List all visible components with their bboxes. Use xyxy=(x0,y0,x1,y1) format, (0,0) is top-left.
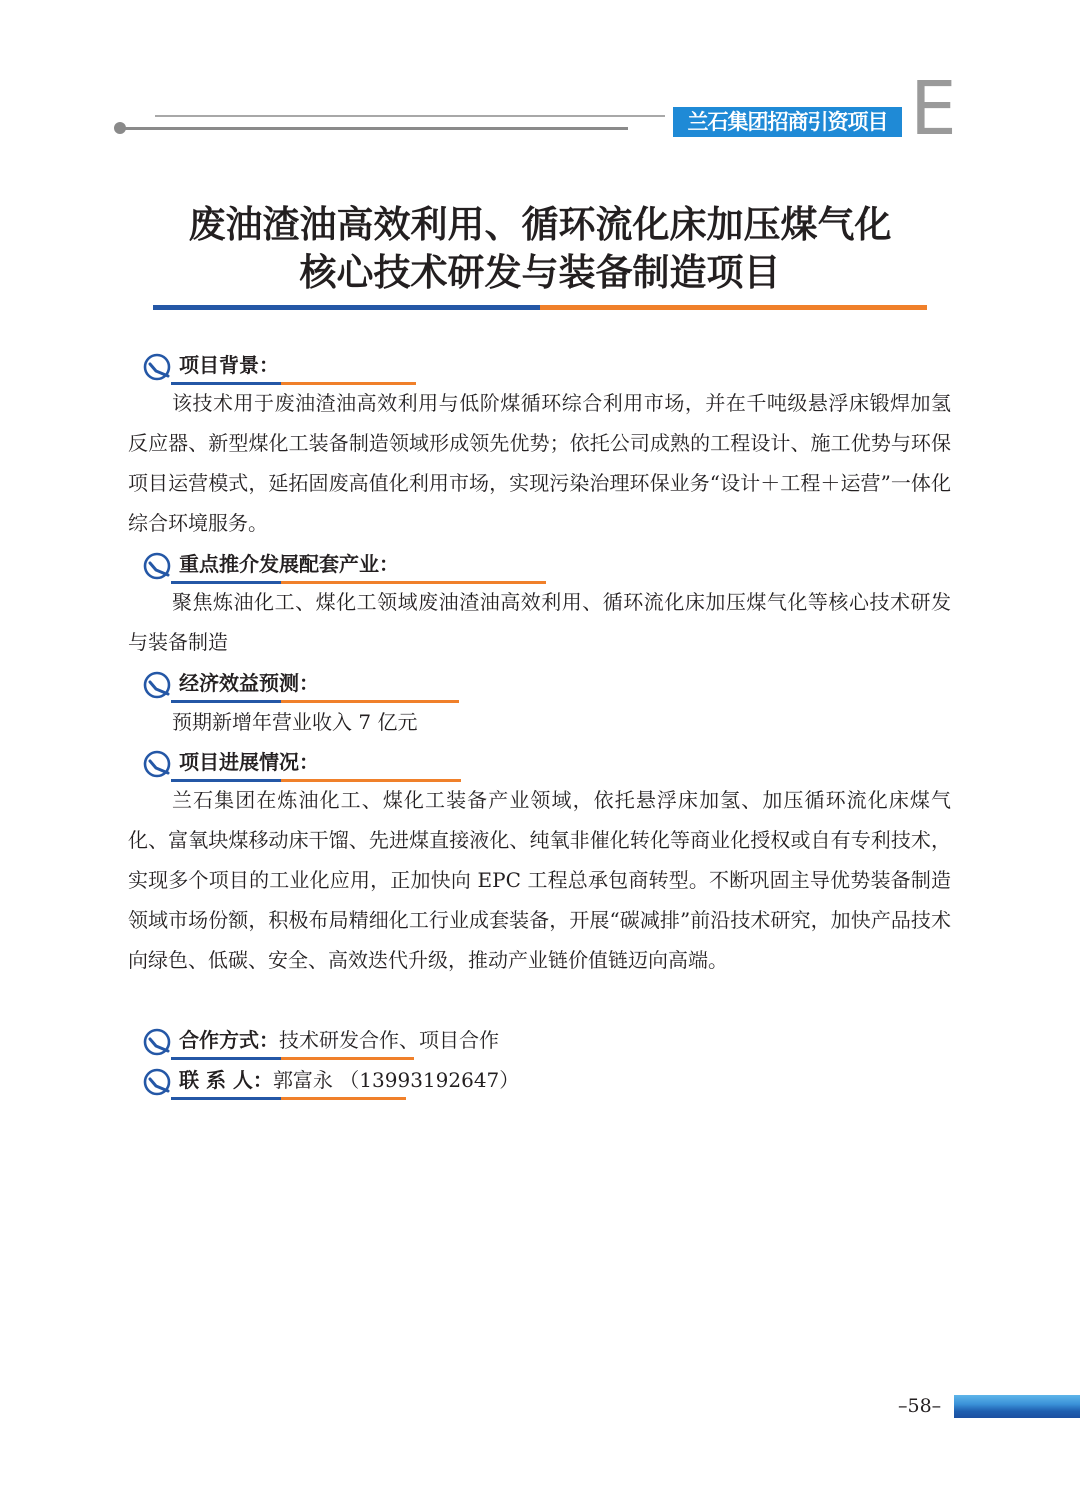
check-circle-icon xyxy=(143,551,173,581)
header-banner: 兰石集团招商引资项目 xyxy=(673,107,902,137)
check-circle-icon xyxy=(143,749,173,779)
heading-underline xyxy=(171,1097,406,1100)
section-label: 重点推介发展配套产业： xyxy=(179,552,399,576)
check-circle-icon xyxy=(143,1027,173,1057)
page-title-line-2: 核心技术研发与装备制造项目 xyxy=(299,251,781,294)
page-title-line-1: 废油渣油高效利用、循环流化床加压煤气化 xyxy=(188,203,892,246)
header-line xyxy=(120,127,628,130)
title-rule-blue xyxy=(153,305,540,310)
section-letter: E xyxy=(910,66,957,152)
check-circle-icon xyxy=(143,1067,173,1097)
industry-paragraph: 聚焦炼油化工、煤化工领域废油渣油高效利用、循环流化床加压煤气化等核心技术研发与装备制造 xyxy=(128,590,951,654)
check-circle-icon xyxy=(143,352,173,382)
section-label: 合作方式：技术研发合作、项目合作 xyxy=(179,1028,499,1052)
check-circle-icon xyxy=(143,670,173,700)
contact-value: 郭富永 （13993192647） xyxy=(272,1068,520,1092)
background-paragraph: 该技术用于废油渣油高效利用与低阶煤循环综合利用市场，并在千吨级悬浮床锻焊加氢反应器、新型煤化工装备制造领域形成领先优势；依托公司成熟的工程设计、施工优势与环保项目运营模式，延拓固废高值化利用市场，实现污染治理环保业务“设计＋工程＋运营”一体化综合环境服务。 xyxy=(128,391,951,535)
page-number-bar xyxy=(954,1395,1080,1418)
section-label: 项目背景： xyxy=(179,353,279,377)
page-number: –58– xyxy=(898,1395,942,1417)
progress-paragraph: 兰石集团在炼油化工、煤化工装备产业领域，依托悬浮床加氢、加压循环流化床煤气化、富氧块煤移动床干馏、先进煤直接液化、纯氧非催化转化等商业化授权或自有专利技术，实现多个项目的工业化应用，正加快向 EPC 工程总承包商转型。不断巩固主导优势装备制造领域市场份额，积极布局精细化工行业成套装备，开展“碳减排”前沿技术研究，加快产品技术向绿色、低碳、安全、高效迭代升级，推动产业链价值链迈向高端。 xyxy=(128,788,951,972)
title-rule-orange xyxy=(540,305,927,310)
header-dot xyxy=(114,122,126,134)
section-label: 经济效益预测： xyxy=(179,671,319,695)
section-label: 项目进展情况： xyxy=(179,750,319,774)
section-label: 联 系 人：郭富永 （13993192647） xyxy=(179,1068,520,1092)
cooperation-value: 技术研发合作、项目合作 xyxy=(279,1028,499,1052)
benefit-paragraph: 预期新增年营业收入 7 亿元 xyxy=(172,710,418,734)
heading-underline xyxy=(171,1057,414,1060)
header-line-top xyxy=(155,115,665,117)
